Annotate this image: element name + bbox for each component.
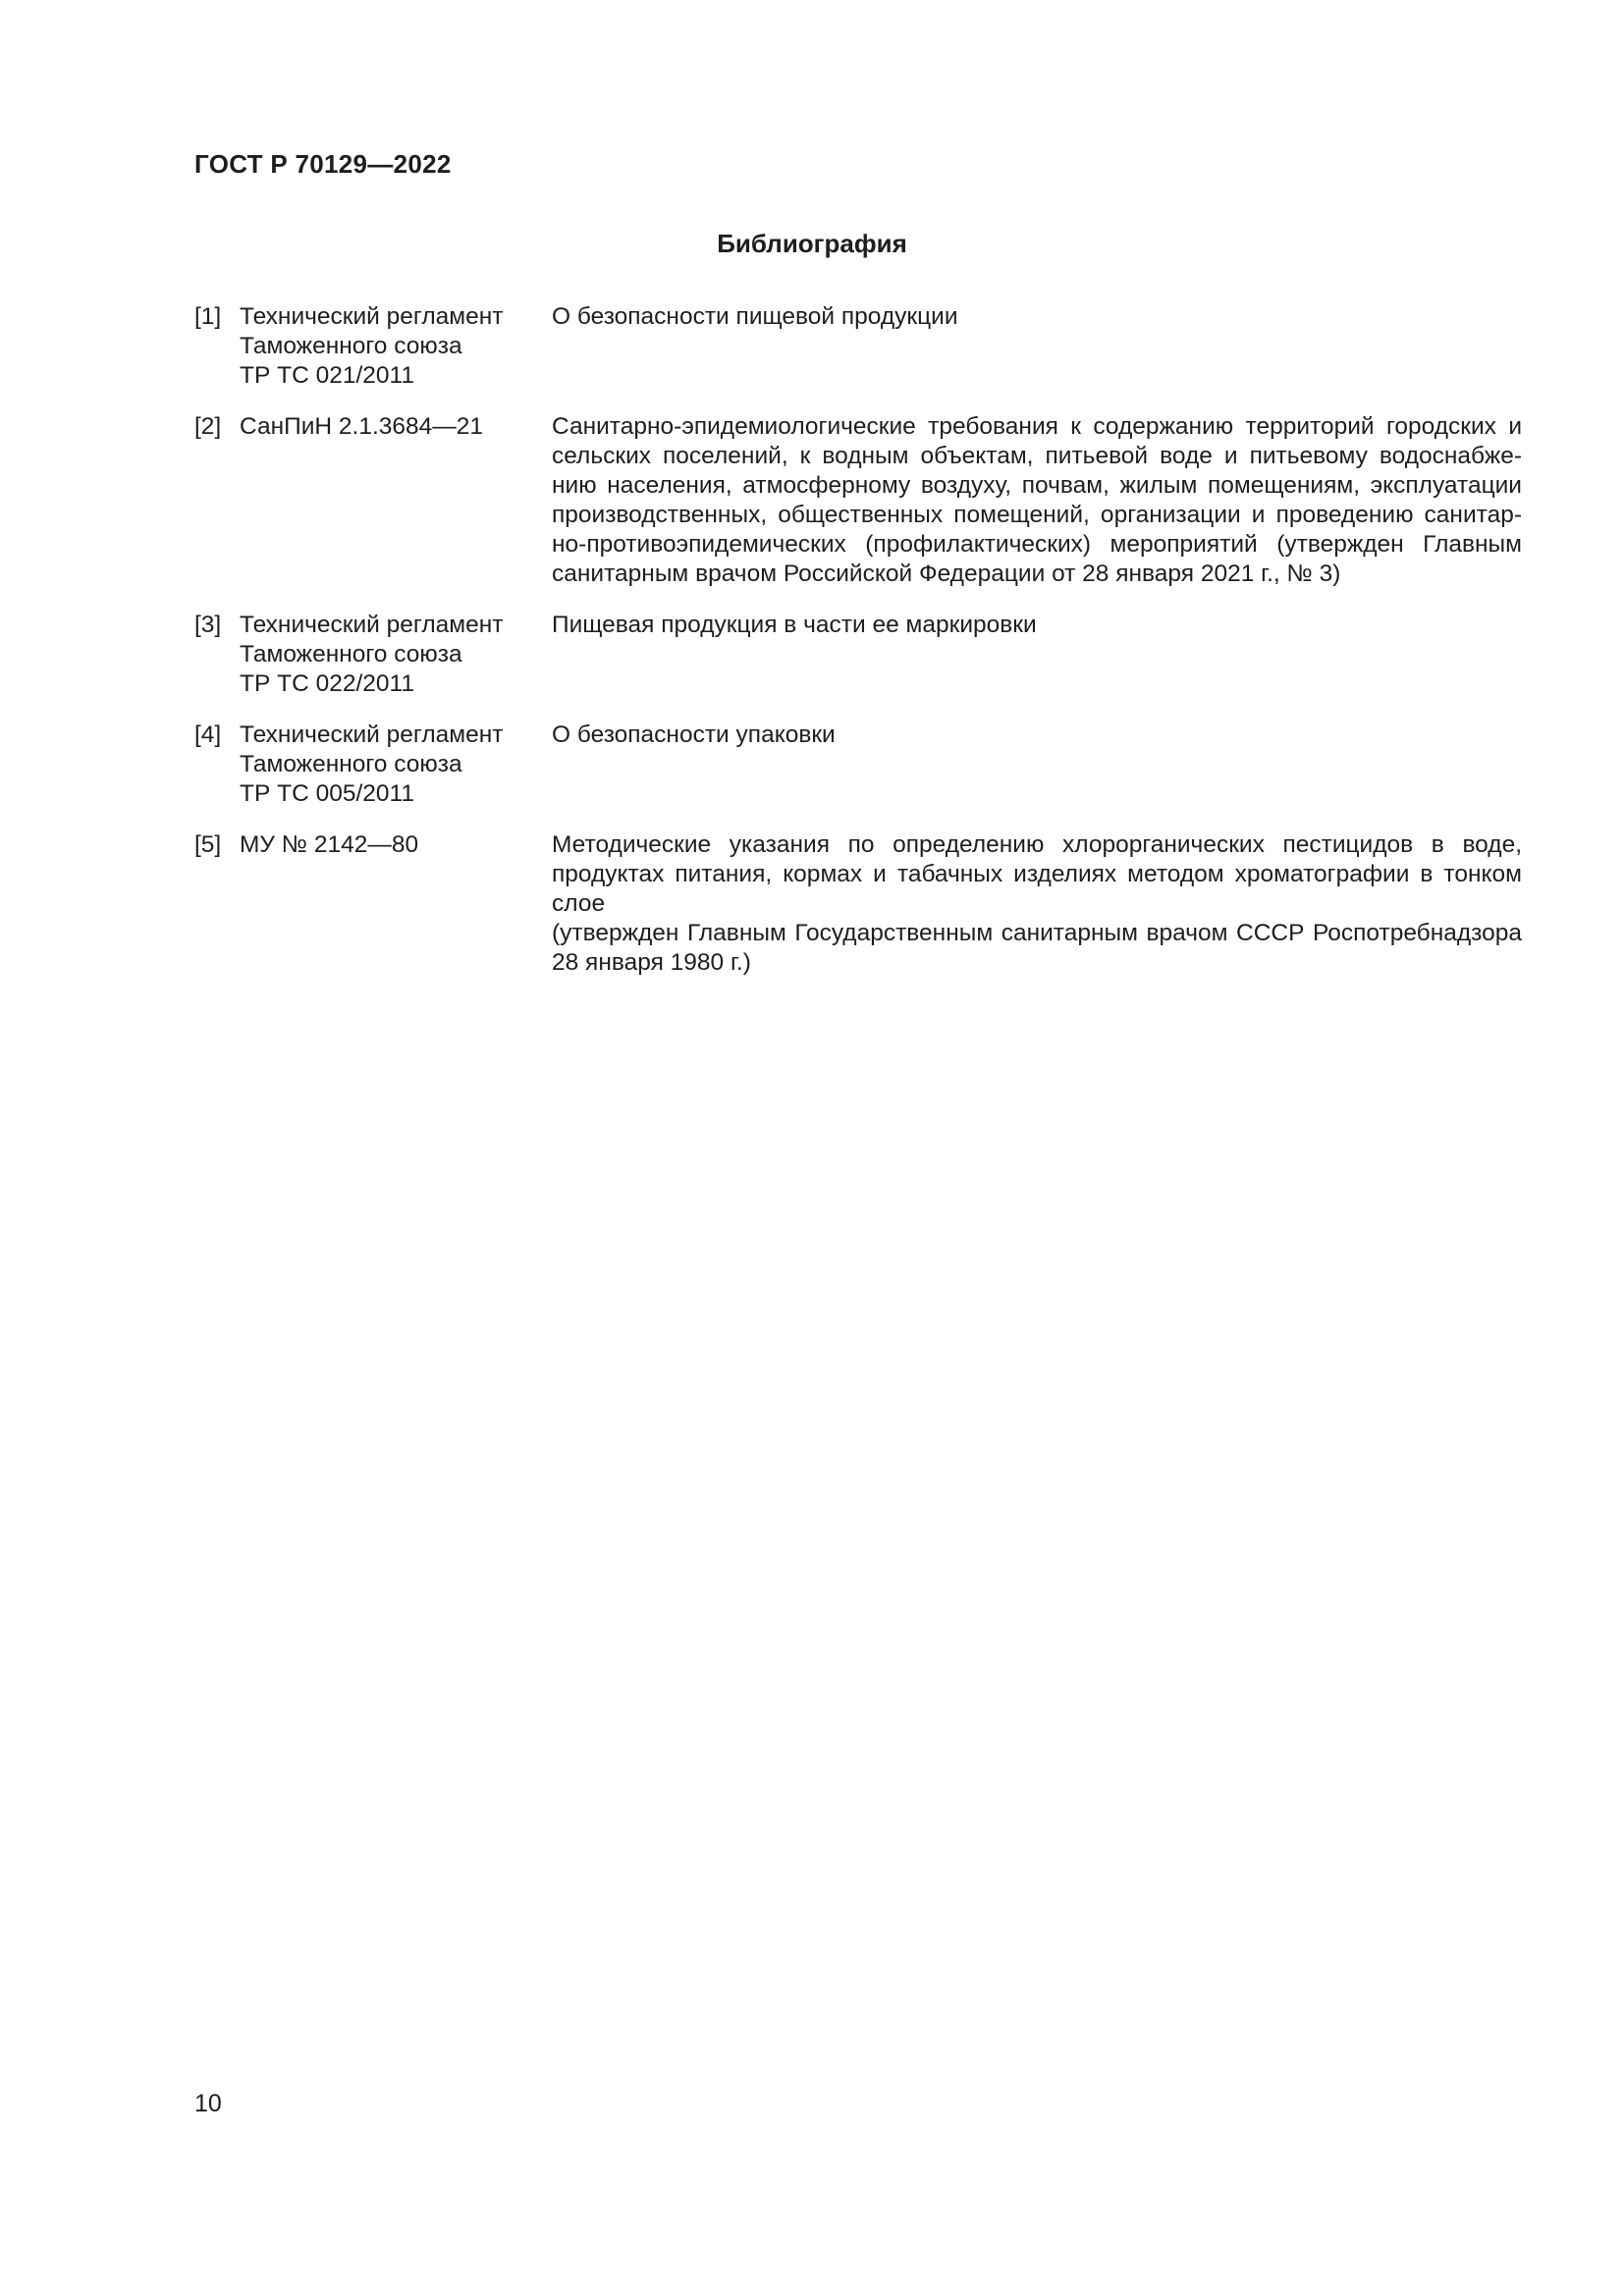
section-title: Библиография xyxy=(717,229,907,258)
entry-source-line: Таможенного союза xyxy=(240,641,462,667)
entry-title-line: (утвержден Главным Государственным санитарным врачом СССР Роспотребнадзора xyxy=(552,920,1522,946)
entry-number: [3] xyxy=(194,612,222,638)
entry-number: [4] xyxy=(194,721,222,748)
entry-source-line: ТР ТС 022/2011 xyxy=(240,670,414,697)
entry-source xyxy=(240,830,552,978)
entry-title-line: нию населения, атмосферному воздуху, почвам, жилым помещениям, эксплуатации xyxy=(552,472,1522,499)
entry-title-line: продуктах питания, кормах и табачных изделиях методом хроматографии в тонком слое xyxy=(552,861,1522,917)
entry-number: [1] xyxy=(194,303,222,330)
entry-title-line: сельских поселений, к водным объектам, питьевой воде и питьевому водоснабже- xyxy=(552,443,1522,469)
entry-source-line: Таможенного союза xyxy=(240,333,462,359)
entry-number: [5] xyxy=(194,831,222,858)
entry-title-line: Пищевая продукция в части ее маркировки xyxy=(552,612,1037,638)
entry-source xyxy=(240,721,552,809)
entry-source xyxy=(240,412,552,589)
entry-source xyxy=(240,302,552,391)
bibliography-list xyxy=(194,302,1522,999)
entry-title-line: но-противоэпидемических (профилактических) мероприятий (утвержден Главным xyxy=(552,531,1522,558)
entry-title-line: Санитарно-эпидемиологические требования к содержанию территорий городских и xyxy=(552,413,1522,440)
document-code-header: ГОСТ Р 70129—2022 xyxy=(194,149,452,179)
entry-title xyxy=(552,302,1522,391)
entry-title xyxy=(552,721,1522,809)
bibliography-entry xyxy=(194,302,1522,391)
entry-source-line: Технический регламент xyxy=(240,612,504,638)
entry-title-line: О безопасности упаковки xyxy=(552,721,836,748)
entry-source-line: Технический регламент xyxy=(240,721,504,748)
entry-source-line: ТР ТС 021/2011 xyxy=(240,362,414,389)
entry-title xyxy=(552,611,1522,699)
entry-source-line: Таможенного союза xyxy=(240,751,462,777)
bibliography-entry xyxy=(194,611,1522,699)
page-number: 10 xyxy=(194,2090,222,2117)
entry-title xyxy=(552,412,1522,589)
entry-title-line: 28 января 1980 г.) xyxy=(552,949,751,976)
entry-title-line: Методические указания по определению хлорорганических пестицидов в воде, xyxy=(552,831,1522,858)
entry-title-line: О безопасности пищевой продукции xyxy=(552,303,958,330)
entry-source xyxy=(240,611,552,699)
entry-source-line: МУ № 2142—80 xyxy=(240,831,419,858)
bibliography-entry xyxy=(194,412,1522,589)
entry-source-line: ТР ТС 005/2011 xyxy=(240,780,414,807)
entry-title xyxy=(552,830,1522,978)
entry-title-line: санитарным врачом Российской Федерации от 28 января 2021 г., № 3) xyxy=(552,561,1341,587)
bibliography-entry xyxy=(194,721,1522,809)
entry-number: [2] xyxy=(194,413,222,440)
entry-title-line: производственных, общественных помещений, организации и проведению санитар- xyxy=(552,502,1522,528)
entry-source-line: Технический регламент xyxy=(240,303,504,330)
entry-source-line: СанПиН 2.1.3684—21 xyxy=(240,413,484,440)
bibliography-entry xyxy=(194,830,1522,978)
